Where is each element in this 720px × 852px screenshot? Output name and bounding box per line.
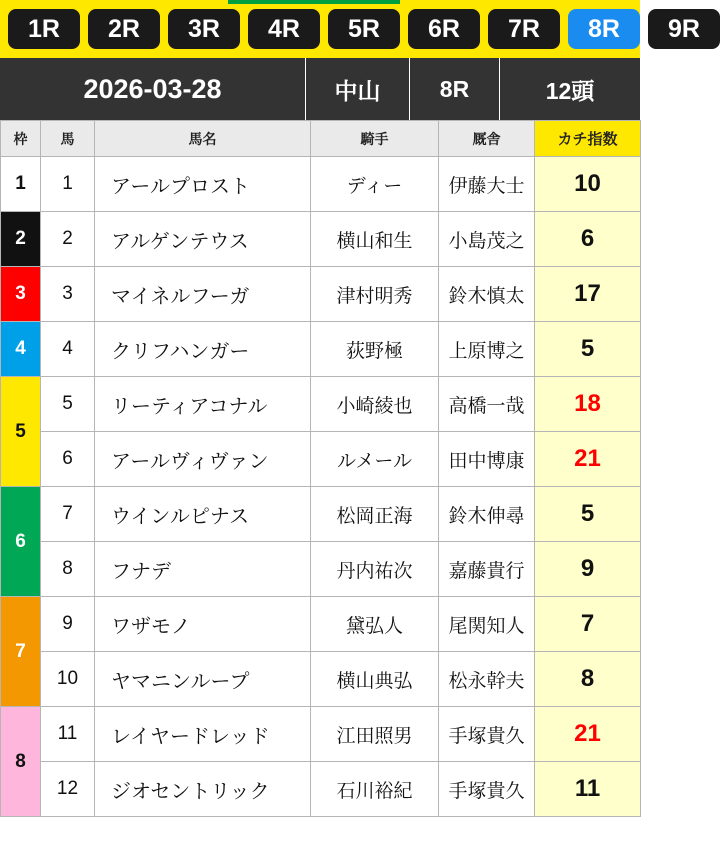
cell-horse-number: 8: [41, 542, 95, 597]
cell-stable: 手塚貴久: [439, 707, 535, 762]
cell-horse-name: リーティアコナル: [95, 377, 311, 432]
cell-score: 7: [535, 597, 641, 652]
cell-horse-number: 9: [41, 597, 95, 652]
cell-stable: 上原博之: [439, 322, 535, 377]
cell-horse-number: 12: [41, 762, 95, 817]
entries-table: [0, 120, 641, 817]
cell-score: 21: [535, 432, 641, 487]
cell-jockey: 津村明秀: [311, 267, 439, 322]
cell-jockey: 丹内祐次: [311, 542, 439, 597]
cell-stable: 鈴木慎太: [439, 267, 535, 322]
race-tab-8r[interactable]: 8R: [568, 9, 640, 49]
cell-horse-name: ワザモノ: [95, 597, 311, 652]
cell-score: 21: [535, 707, 641, 762]
cell-waku: 4: [1, 322, 41, 377]
race-tab-7r[interactable]: 7R: [488, 9, 560, 49]
table-row[interactable]: [1, 652, 641, 707]
table-row[interactable]: [1, 707, 641, 762]
cell-horse-number: 3: [41, 267, 95, 322]
race-track: 中山: [306, 58, 410, 120]
cell-score: 11: [535, 762, 641, 817]
cell-stable: 小島茂之: [439, 212, 535, 267]
table-row[interactable]: [1, 542, 641, 597]
cell-horse-name: ジオセントリック: [95, 762, 311, 817]
race-tab-strip[interactable]: [0, 0, 700, 58]
cell-jockey: 松岡正海: [311, 487, 439, 542]
cell-score: 9: [535, 542, 641, 597]
cell-stable: 嘉藤貴行: [439, 542, 535, 597]
cell-horse-number: 11: [41, 707, 95, 762]
cell-jockey: 小崎綾也: [311, 377, 439, 432]
cell-horse-number: 2: [41, 212, 95, 267]
cell-horse-name: ウインルピナス: [95, 487, 311, 542]
table-row[interactable]: [1, 212, 641, 267]
cell-jockey: 荻野極: [311, 322, 439, 377]
cell-jockey: 黛弘人: [311, 597, 439, 652]
cell-horse-name: ヤマニンループ: [95, 652, 311, 707]
col-header-score: カチ指数: [535, 121, 641, 157]
table-row[interactable]: [1, 432, 641, 487]
race-date: 2026-03-28: [0, 58, 306, 120]
race-tab-3r[interactable]: 3R: [168, 9, 240, 49]
cell-waku: 7: [1, 597, 41, 707]
cell-horse-number: 5: [41, 377, 95, 432]
cell-score: 18: [535, 377, 641, 432]
col-header-jockey: 騎手: [311, 121, 439, 157]
cell-horse-number: 7: [41, 487, 95, 542]
race-tab-5r[interactable]: 5R: [328, 9, 400, 49]
cell-jockey: 横山典弘: [311, 652, 439, 707]
table-row[interactable]: [1, 762, 641, 817]
race-tab-9r[interactable]: 9R: [648, 9, 720, 49]
cell-waku: 2: [1, 212, 41, 267]
cell-score: 10: [535, 157, 641, 212]
table-row[interactable]: [1, 267, 641, 322]
cell-horse-name: アールプロスト: [95, 157, 311, 212]
cell-horse-name: アールヴィヴァン: [95, 432, 311, 487]
cell-horse-number: 1: [41, 157, 95, 212]
cell-score: 5: [535, 487, 641, 542]
cell-horse-name: マイネルフーガ: [95, 267, 311, 322]
cell-waku: 3: [1, 267, 41, 322]
cell-jockey: 横山和生: [311, 212, 439, 267]
cell-stable: 伊藤大士: [439, 157, 535, 212]
cell-horse-number: 6: [41, 432, 95, 487]
race-tab-6r[interactable]: 6R: [408, 9, 480, 49]
col-header-uma: 馬: [41, 121, 95, 157]
cell-waku: 1: [1, 157, 41, 212]
race-horse-count: 12頭: [545, 77, 595, 104]
col-header-stable: 厩舎: [439, 121, 535, 157]
cell-score: 5: [535, 322, 641, 377]
cell-score: 17: [535, 267, 641, 322]
race-number: 8R: [410, 58, 500, 120]
cell-horse-number: 4: [41, 322, 95, 377]
col-header-name: 馬名: [95, 121, 311, 157]
table-row[interactable]: [1, 377, 641, 432]
cell-horse-name: アルゲンテウス: [95, 212, 311, 267]
table-row[interactable]: [1, 157, 641, 212]
cell-waku: 6: [1, 487, 41, 597]
cell-stable: 尾関知人: [439, 597, 535, 652]
table-row[interactable]: [1, 487, 641, 542]
cell-jockey: ルメール: [311, 432, 439, 487]
cell-stable: 田中博康: [439, 432, 535, 487]
cell-stable: 鈴木伸尋: [439, 487, 535, 542]
race-tab-4r[interactable]: 4R: [248, 9, 320, 49]
entries-body: [1, 157, 641, 817]
race-tab-1r[interactable]: 1R: [8, 9, 80, 49]
table-row[interactable]: [1, 322, 641, 377]
cell-waku: 5: [1, 377, 41, 487]
cell-jockey: 石川裕紀: [311, 762, 439, 817]
race-tab-2r[interactable]: 2R: [88, 9, 160, 49]
cell-horse-name: フナデ: [95, 542, 311, 597]
cell-score: 6: [535, 212, 641, 267]
cell-stable: 高橋一哉: [439, 377, 535, 432]
table-header-row: [1, 121, 641, 157]
col-header-waku: 枠: [1, 121, 41, 157]
cell-jockey: 江田照男: [311, 707, 439, 762]
cell-score: 8: [535, 652, 641, 707]
cell-jockey: ディー: [311, 157, 439, 212]
table-row[interactable]: [1, 597, 641, 652]
cell-horse-number: 10: [41, 652, 95, 707]
race-header: [0, 58, 640, 120]
cell-stable: 手塚貴久: [439, 762, 535, 817]
cell-horse-name: クリフハンガー: [95, 322, 311, 377]
cell-waku: 8: [1, 707, 41, 817]
cell-horse-name: レイヤードレッド: [95, 707, 311, 762]
cell-stable: 松永幹夫: [439, 652, 535, 707]
